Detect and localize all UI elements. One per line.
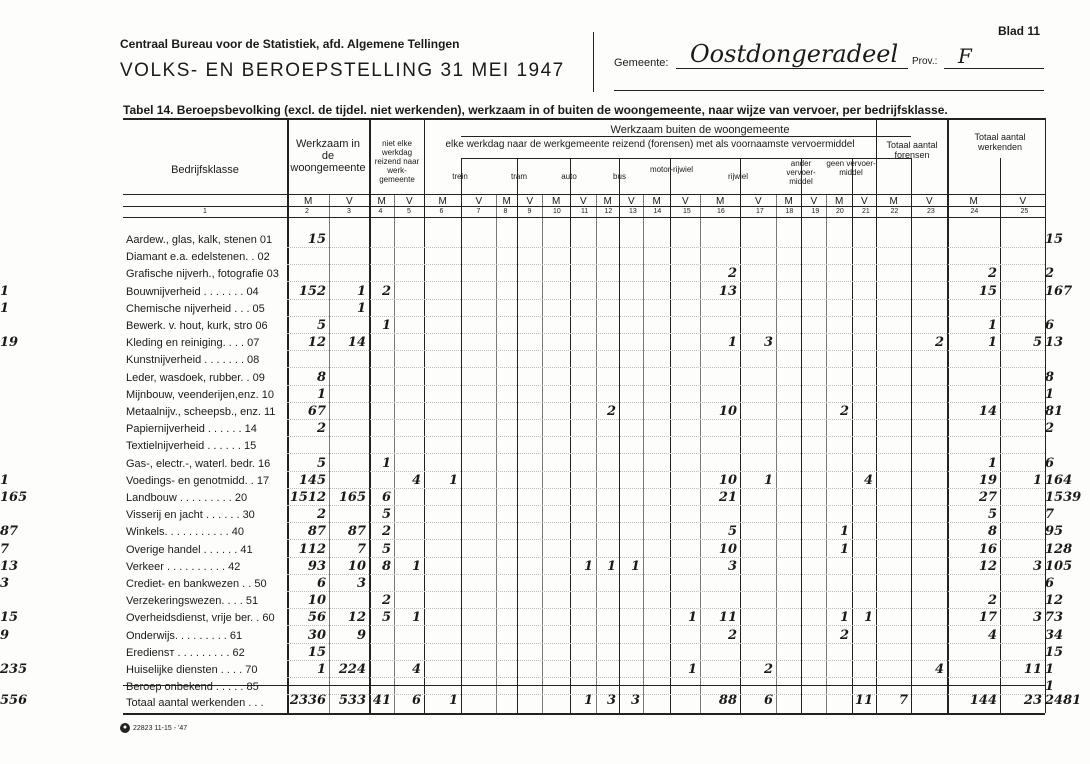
row-rule (287, 436, 1045, 437)
cell-value: 164 (1045, 472, 1073, 488)
label-v: V (755, 196, 762, 207)
cell-value: 1 (411, 610, 421, 626)
cell-value: 8 (316, 369, 326, 385)
table-title: Tabel 14. Beroepsbevolking (excl. de tijdel. niet werkenden), werkzaam in of buiten de woongemeente, naar wijze van vervoer, per bedrijfsklasse. (123, 103, 948, 117)
cell-value: 1 (448, 472, 458, 488)
column-number: 9 (527, 208, 532, 215)
total-value: 1 (583, 693, 593, 708)
cell-value: 5 (987, 507, 997, 523)
cell-value: 13 (718, 283, 737, 299)
row-rule (287, 677, 1045, 678)
total-value: 6 (411, 693, 421, 708)
column-number: 10 (553, 208, 561, 215)
sheet-number: Blad 11 (998, 24, 1041, 38)
column-number: 23 (927, 208, 935, 215)
total-value: 533 (338, 693, 366, 708)
cell-value: 13 (0, 558, 19, 574)
cell-value: 1 (381, 318, 391, 333)
row-rule (287, 281, 1045, 282)
cell-value: 6 (1045, 318, 1055, 333)
column-number: 16 (717, 208, 725, 215)
row-label: Bouwnijverheid . . . . . . . 04 (126, 285, 259, 298)
row-label: Diamant e.a. edelstenen. . 02 (126, 251, 270, 264)
cell-value: 1 (987, 318, 997, 333)
cell-value: 7 (0, 541, 10, 557)
column-rule-major (876, 118, 877, 713)
cell-value: 1512 (289, 490, 326, 505)
gemeente-label: Gemeente: (614, 57, 669, 69)
total-value: 7 (898, 693, 908, 708)
label-m: M (969, 196, 978, 207)
cell-value: 15 (1045, 232, 1064, 247)
row-label: Gas-, electr.-, waterl. bedr. 16 (126, 457, 271, 470)
label-m: M (784, 196, 793, 207)
cell-value: 128 (1045, 541, 1073, 557)
row-rule (287, 247, 1045, 248)
header-rule (614, 90, 1044, 91)
row-rule (287, 350, 1045, 351)
cell-value: 30 (307, 627, 326, 643)
col-bedrijfsklasse: Bedrijfsklasse (171, 164, 239, 176)
cell-value: 1 (1045, 386, 1055, 402)
total-value: 144 (969, 693, 997, 708)
total-value: 41 (372, 693, 391, 708)
total-top-rule (123, 685, 1045, 686)
column-number: 17 (756, 208, 764, 215)
col-auto: auto (561, 172, 577, 181)
cell-value: 10 (307, 593, 326, 609)
cell-value: 93 (307, 558, 326, 574)
cell-value: 1 (356, 300, 366, 316)
cell-value: 5 (381, 610, 391, 626)
label-v: V (682, 196, 689, 207)
row-rule (287, 453, 1045, 454)
cell-value: 8 (381, 558, 391, 574)
row-rule (287, 419, 1045, 420)
row-rule (287, 643, 1045, 644)
cell-value: 165 (338, 490, 366, 505)
cell-value: 7 (1045, 507, 1055, 523)
numbers-rule (123, 217, 1045, 218)
cell-value: 1 (839, 541, 849, 557)
col-totaal-werkenden: Totaal aantal werkenden (974, 132, 1026, 152)
cell-value: 2 (763, 662, 773, 677)
label-m: M (652, 196, 661, 207)
cell-value: 12 (347, 610, 366, 626)
cell-value: 224 (338, 662, 366, 677)
cell-value: 87 (0, 524, 19, 540)
total-value: 3 (606, 693, 616, 708)
row-label: Mijnbouw, veenderijen,enz. 10 (126, 388, 274, 401)
col-rijwiel: rijwiel (728, 172, 748, 181)
cell-value: 12 (978, 558, 997, 574)
row-label: Overheidsdienst, vrije ber. . 60 (126, 612, 275, 625)
cell-value: 14 (978, 404, 997, 419)
table-bottom-rule (123, 713, 1045, 715)
cell-value: 1 (411, 558, 421, 574)
cell-value: 34 (1045, 627, 1064, 643)
cell-value: 2 (839, 627, 849, 643)
row-label: Huiselijke diensten . . . . 70 (126, 664, 258, 676)
cell-value: 14 (347, 335, 366, 351)
label-v: V (926, 196, 933, 207)
col-werkzaam-in: Werkzaam in de woongemeente (290, 138, 366, 174)
cell-value: 5 (316, 455, 326, 471)
row-rule (287, 471, 1045, 472)
column-number: 8 (503, 208, 508, 215)
cell-value: 15 (0, 610, 19, 626)
cell-value: 3 (763, 335, 773, 351)
cell-value: 2 (316, 421, 326, 437)
row-rule (287, 316, 1045, 317)
cell-value: 67 (307, 404, 326, 419)
header-divider (593, 32, 594, 92)
cell-value: 1 (630, 558, 640, 574)
cell-value: 10 (347, 558, 366, 574)
total-value: 556 (0, 693, 28, 708)
label-v: V (526, 196, 534, 207)
row-label: Erediensт . . . . . . . . . 62 (126, 646, 245, 659)
label-v: V (1019, 196, 1027, 207)
cell-value: 2 (839, 404, 849, 419)
column-number: 6 (439, 208, 444, 215)
column-number: 25 (1020, 208, 1029, 215)
row-label: Metaalnijv., scheepsb., enz. 11 (126, 406, 276, 418)
cell-value: 1 (1032, 472, 1042, 488)
row-rule (287, 505, 1045, 506)
column-rule-major (424, 118, 425, 713)
column-number: 13 (629, 208, 637, 215)
cell-value: 95 (1045, 524, 1064, 540)
cell-value: 4 (934, 662, 944, 677)
column-number: 22 (890, 208, 899, 215)
organization-name: Centraal Bureau voor de Statistiek, afd. Algemene Tellingen (120, 37, 460, 51)
cell-value: 6 (1045, 576, 1055, 591)
label-v: V (475, 196, 483, 207)
cell-value: 2 (316, 507, 326, 523)
row-rule (287, 522, 1045, 523)
row-label: Grafische nijverh., fotografie 03 (126, 268, 279, 281)
total-value: 11 (854, 693, 873, 708)
total-value: 2481 (1045, 693, 1082, 708)
col-elke-werkdag: elke werkdag naar de werkgemeente reizend (forensen) met als voornaamste vervoermiddel (445, 139, 855, 150)
row-label: Verzekeringswezen. . . . 51 (126, 595, 259, 608)
buiten-rule (461, 136, 911, 137)
label-m: M (889, 196, 898, 207)
cell-value: 3 (356, 576, 366, 591)
row-label: Kunstnijverheid . . . . . . . 08 (126, 354, 260, 367)
cell-value: 1539 (1045, 490, 1082, 505)
cell-value: 19 (978, 472, 997, 488)
row-label: Chemische nijverheid . . . 05 (126, 302, 265, 315)
cell-value: 19 (0, 335, 19, 351)
cell-value: 165 (0, 490, 28, 505)
column-number: 1 (203, 208, 207, 215)
col-totaal-forensen: Totaal aantal forensen (886, 140, 938, 160)
cell-value: 1 (316, 662, 326, 677)
row-label: Textielnijverheid . . . . . . 15 (126, 440, 257, 453)
cell-value: 1 (1045, 679, 1055, 695)
label-m: M (377, 196, 386, 207)
cell-value: 4 (411, 662, 421, 677)
cell-value: 10 (718, 472, 737, 488)
row-rule (287, 402, 1045, 403)
col-ander: ander vervoer-middel (786, 159, 816, 186)
col-bus: bus (613, 172, 626, 181)
col-niet-elke: niet elke werkdag reizend naar werk-gemeente (374, 139, 420, 184)
cell-value: 10 (718, 541, 737, 557)
cell-value: 2 (381, 524, 391, 540)
label-v: V (861, 196, 868, 207)
table-top-rule (123, 118, 1045, 120)
cell-value: 6 (316, 576, 326, 591)
row-label: Onderwijs. . . . . . . . . 61 (126, 629, 243, 642)
print-code: 22823 11-15 - '47 (133, 725, 188, 732)
row-rule (287, 299, 1045, 300)
row-label: Bewerk. v. hout, kurk, stro 06 (126, 320, 268, 332)
col-tram: tram (511, 172, 527, 181)
cell-value: 1 (0, 300, 10, 316)
column-number: 12 (604, 208, 613, 215)
cell-value: 13 (1045, 335, 1064, 351)
column-number: 19 (811, 208, 820, 215)
col-buiten: Werkzaam buiten de woongemeente (610, 124, 790, 136)
column-number: 3 (347, 208, 351, 215)
row-rule (287, 625, 1045, 626)
total-value: 1 (448, 693, 458, 708)
row-label: Aardew., glas, kalk, stenen 01 (126, 234, 273, 246)
prov-underline (944, 68, 1044, 69)
cell-value: 2 (1045, 421, 1055, 437)
cell-value: 1 (316, 386, 326, 402)
label-m: M (304, 196, 313, 207)
label-v: V (810, 196, 818, 207)
cbs-logo-icon: ● (120, 723, 130, 733)
column-number: 18 (785, 208, 794, 215)
cell-value: 5 (1032, 335, 1042, 351)
cell-value: 5 (381, 541, 391, 557)
label-m: M (603, 196, 612, 207)
cell-value: 9 (356, 627, 366, 643)
cell-value: 8 (1045, 369, 1055, 385)
cell-value: 15 (307, 232, 326, 247)
cell-value: 11 (718, 610, 737, 626)
cell-value: 15 (978, 283, 997, 299)
cell-value: 145 (298, 472, 326, 488)
column-number: 11 (581, 208, 589, 215)
cell-value: 2 (727, 266, 737, 282)
row-rule (287, 539, 1045, 540)
cell-value: 2 (987, 593, 997, 609)
cell-value: 73 (1045, 610, 1064, 626)
cell-value: 5 (727, 524, 737, 540)
cell-value: 7 (356, 541, 366, 557)
label-m: M (438, 196, 447, 207)
cell-value: 2 (987, 266, 997, 282)
cell-value: 15 (307, 644, 326, 660)
cell-value: 4 (411, 472, 421, 488)
total-value: 3 (630, 693, 640, 708)
row-label: Leder, wasdoek, rubber. . 09 (126, 371, 265, 384)
row-label: Visserij en jacht . . . . . . 30 (126, 509, 255, 522)
cell-value: 4 (987, 627, 997, 643)
cell-value: 1 (839, 610, 849, 626)
col-trein: trein (452, 172, 468, 181)
cell-value: 81 (1045, 404, 1064, 419)
label-m: M (835, 196, 844, 207)
row-label: Kleding en reiniging. . . . 07 (126, 337, 260, 350)
row-rule (287, 608, 1045, 609)
row-label: Verkeer . . . . . . . . . . 42 (126, 560, 241, 573)
cell-value: 1 (381, 455, 391, 471)
column-number: 2 (305, 208, 309, 215)
cell-value: 10 (718, 404, 737, 419)
cell-value: 9 (0, 627, 10, 643)
cell-value: 2 (934, 335, 944, 351)
cell-value: 1 (687, 662, 697, 677)
prov-value: F (958, 44, 972, 68)
col-geen: geen vervoer-middel (826, 159, 876, 177)
row-rule (287, 574, 1045, 575)
cell-value: 1 (356, 283, 366, 299)
cell-value: 12 (1045, 593, 1064, 609)
cell-value: 15 (1045, 644, 1064, 660)
cell-value: 1 (0, 283, 10, 299)
cell-value: 12 (307, 335, 326, 351)
mv-top-rule (123, 194, 1045, 195)
label-v: V (580, 196, 587, 207)
cell-value: 152 (298, 283, 326, 299)
label-v: V (628, 196, 635, 207)
row-label: Beroep onbekend . . . . . 85 (126, 681, 259, 694)
cell-value: 112 (298, 541, 326, 557)
column-number: 21 (862, 208, 870, 215)
row-rule (287, 591, 1045, 592)
column-number: 15 (683, 208, 691, 215)
cell-value: 2 (1045, 266, 1055, 282)
form-title: VOLKS- EN BEROEPSTELLING 31 MEI 1947 (120, 60, 565, 81)
column-number: 4 (378, 208, 383, 215)
row-label: Crediet- en bankwezen . . 50 (126, 578, 267, 590)
row-label: Overige handel . . . . . . 41 (126, 543, 253, 556)
row-rule (287, 660, 1045, 661)
cell-value: 2 (606, 404, 616, 419)
cell-value: 1 (987, 335, 997, 351)
total-value: 2336 (289, 693, 326, 708)
label-v: V (406, 196, 413, 207)
col-motorrijwiel: motor-rijwiel (649, 165, 694, 174)
row-rule (287, 488, 1045, 489)
total-value: 23 (1023, 693, 1042, 708)
cell-value: 1 (583, 558, 593, 574)
row-label: Papiernijverheid . . . . . . 14 (126, 423, 257, 436)
cell-value: 1 (606, 558, 616, 574)
row-rule (287, 333, 1045, 334)
row-rule (287, 367, 1045, 368)
cell-value: 5 (316, 318, 326, 333)
cell-value: 1 (0, 472, 10, 488)
cell-value: 3 (0, 576, 10, 591)
column-number: 20 (836, 208, 844, 215)
cell-value: 6 (381, 490, 391, 505)
cell-value: 1 (839, 524, 849, 540)
cell-value: 16 (978, 541, 997, 557)
label-m: M (716, 196, 725, 207)
total-label: Totaal aantal werkenden . . . (126, 697, 264, 709)
cell-value: 6 (1045, 455, 1055, 471)
column-number: 14 (653, 208, 662, 215)
cell-value: 4 (863, 472, 873, 488)
cell-value: 2 (381, 593, 391, 609)
cell-value: 2 (727, 627, 737, 643)
row-label: Landbouw . . . . . . . . . 20 (126, 492, 248, 504)
cell-value: 11 (1023, 662, 1042, 677)
cell-value: 3 (1032, 558, 1042, 574)
cell-value: 1 (687, 610, 697, 626)
cell-value: 1 (727, 335, 737, 351)
cell-value: 167 (1045, 283, 1073, 299)
label-m: M (552, 196, 561, 207)
label-v: V (346, 196, 353, 207)
cell-value: 1 (863, 610, 873, 626)
gemeente-value: Oostdongeradeel (690, 40, 899, 68)
cell-value: 2 (381, 283, 391, 299)
cell-value: 105 (1045, 558, 1073, 574)
cell-value: 3 (1032, 610, 1042, 626)
cell-value: 1 (763, 472, 773, 488)
total-value: 6 (763, 693, 773, 708)
column-number: 7 (476, 208, 481, 215)
gemeente-underline (676, 68, 908, 69)
cell-value: 21 (718, 490, 737, 505)
label-m: M (502, 196, 511, 207)
cell-value: 1 (987, 455, 997, 471)
cell-value: 17 (978, 610, 997, 626)
cell-value: 5 (381, 507, 391, 523)
row-rule (287, 385, 1045, 386)
cell-value: 56 (307, 610, 326, 626)
cell-value: 87 (347, 524, 366, 540)
row-label: Winkels. . . . . . . . . . . 40 (126, 526, 244, 539)
cell-value: 235 (0, 662, 28, 677)
cell-value: 8 (987, 524, 997, 540)
cell-value: 27 (978, 490, 997, 505)
cell-value: 87 (307, 524, 326, 540)
row-label: Voedings- en genotmidd. . 17 (126, 474, 270, 487)
prov-label: Prov.: (912, 56, 938, 67)
row-rule (287, 557, 1045, 558)
column-number: 5 (407, 208, 411, 215)
column-number: 24 (970, 208, 979, 215)
cell-value: 1 (1045, 662, 1055, 677)
total-value: 88 (718, 693, 737, 708)
row-rule (287, 264, 1045, 265)
cell-value: 3 (727, 558, 737, 574)
